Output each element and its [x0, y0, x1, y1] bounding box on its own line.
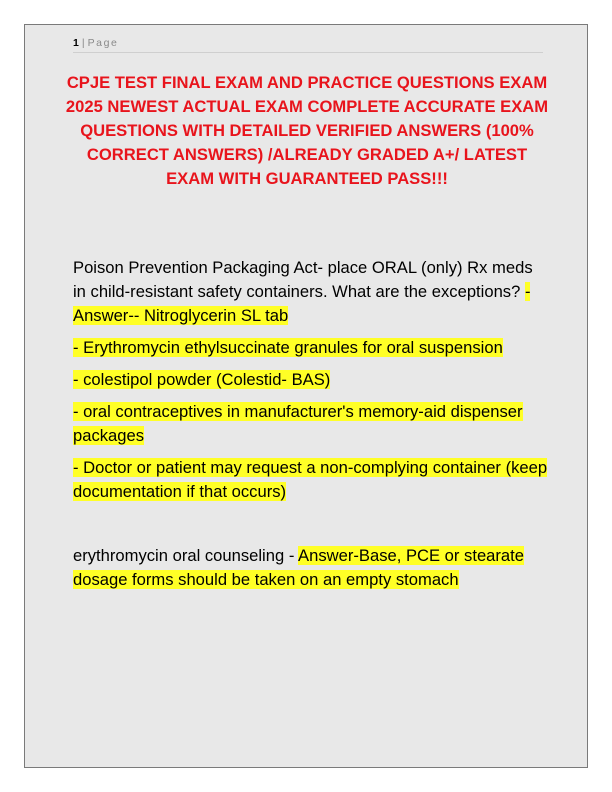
document-page	[24, 24, 588, 768]
spacer	[73, 504, 549, 544]
header-separator: |	[81, 37, 85, 49]
question-block	[73, 256, 549, 328]
question-block	[73, 544, 549, 592]
answer-item-text: - colestipol powder (Colestid- BAS)	[73, 370, 331, 389]
page-label: Page	[87, 37, 119, 49]
document-title: CPJE TEST FINAL EXAM AND PRACTICE QUESTIONS EXAM 2025 NEWEST ACTUAL EXAM COMPLETE ACCURATE EXAM QUESTIONS WITH DETAILED VERIFIED ANSWERS (100% CORRECT ANSWERS) /ALREADY GRADED A+/ LATEST EXAM WITH GUARANTEED PASS!!!	[65, 73, 549, 188]
answer-item	[73, 400, 549, 448]
answer-item	[73, 336, 549, 360]
answer-item-text: - Erythromycin ethylsuccinate granules for oral suspension	[73, 338, 503, 357]
question-text: Poison Prevention Packaging Act- place ORAL (only) Rx meds in child-resistant safety containers. What are the exceptions?	[73, 258, 533, 301]
answer-text: Answer-Base, PCE or stearate dosage forms should be taken on an empty stomach	[73, 546, 524, 589]
page-header	[73, 37, 543, 53]
answer-item	[73, 456, 549, 504]
answer-item-text: - oral contraceptives in manufacturer's memory-aid dispenser packages	[73, 402, 523, 445]
page-number: 1	[73, 37, 79, 49]
answer-text: - Answer-- Nitroglycerin SL tab	[73, 282, 531, 325]
answer-item-text: - Doctor or patient may request a non-complying container (keep documentation if that occurs)	[73, 458, 548, 501]
document-body	[73, 256, 549, 592]
question-text: erythromycin oral counseling -	[73, 546, 299, 565]
answer-item	[73, 368, 549, 392]
